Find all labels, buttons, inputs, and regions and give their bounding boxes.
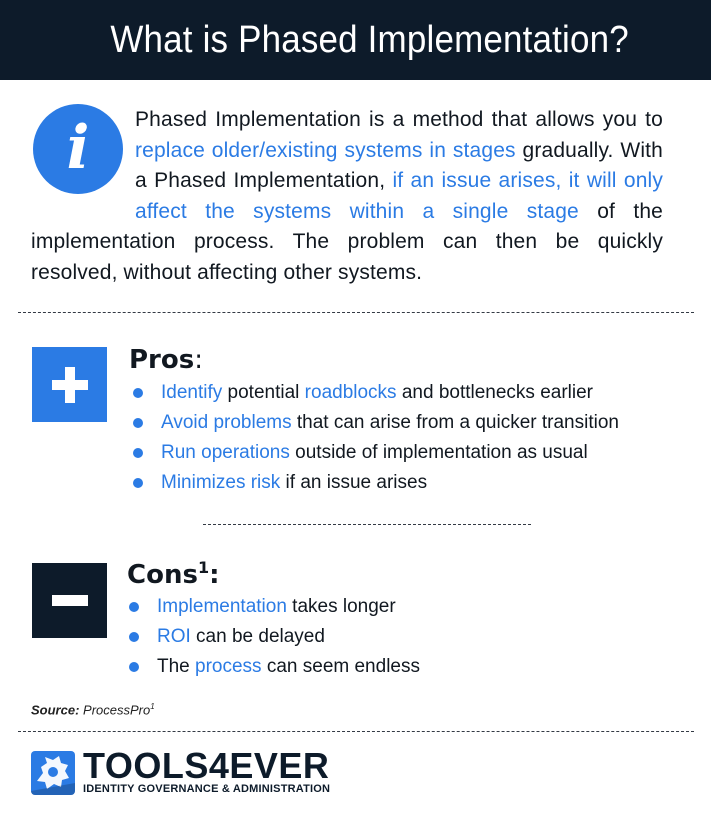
divider [18,312,694,313]
page-title: What is Phased Implementation? [110,18,629,61]
logo-name: TOOLS4EVER [83,745,330,786]
bullet-icon [129,662,139,672]
bullet-icon [129,632,139,642]
text-segment: can be delayed [190,626,325,647]
highlighted-text: Implementation [157,596,287,617]
pros-title: Pros: [129,345,203,375]
highlighted-text: if an issue arises, it will only affect the systems within a single stage [135,169,663,223]
minus-icon [32,563,107,638]
highlighted-text: Avoid problems [161,412,292,433]
highlighted-text: replace older/existing systems in stages [135,138,516,162]
bullet-icon [133,448,143,458]
list-item [131,378,619,408]
bullet-icon [133,478,143,488]
tools4ever-logo-icon [31,751,75,795]
bullet-icon [133,418,143,428]
highlighted-text: ROI [157,626,191,647]
pros-list [131,378,619,498]
text-segment: outside of implementation as usual [289,442,588,463]
highlighted-text: process [195,656,262,677]
divider [18,731,694,732]
list-item [127,622,420,652]
text-segment: that can arise from a quicker transition [291,412,619,433]
list-item [131,408,619,438]
list-item [131,438,619,468]
intro-paragraph [31,105,663,288]
list-item [127,652,420,682]
highlighted-text: Minimizes risk [161,472,281,493]
text-segment: if an issue arises [280,472,428,493]
cons-title: Cons$^1$: [127,558,220,590]
text-segment: gradually. With a Phased Implementation, [135,138,663,192]
header-bar [0,0,711,80]
highlighted-text: Identify [161,382,223,403]
logo-tagline: IDENTITY GOVERNANCE & ADMINISTRATION [83,783,331,795]
source-note: Source: ProcessPro$^1$ [31,702,155,718]
cons-list [127,592,420,682]
text-segment: can seem endless [261,656,420,677]
bullet-icon [133,388,143,398]
info-glyph: i [66,113,90,183]
text-segment: takes longer [286,596,396,617]
text-segment: potential [222,382,305,403]
highlighted-text: Run operations [161,442,290,463]
divider [203,524,531,525]
list-item [127,592,420,622]
text-segment: Phased Implementation is a method that allows you to [135,108,663,131]
bullet-icon [129,602,139,612]
list-item [131,468,619,498]
highlighted-text: roadblocks [304,382,397,403]
text-segment: and bottlenecks earlier [396,382,594,403]
plus-icon [32,347,107,422]
text-segment: The [157,656,196,677]
text-segment: of the implementation process. The problem can then be quickly resolved, without affecting other systems. [31,199,663,284]
